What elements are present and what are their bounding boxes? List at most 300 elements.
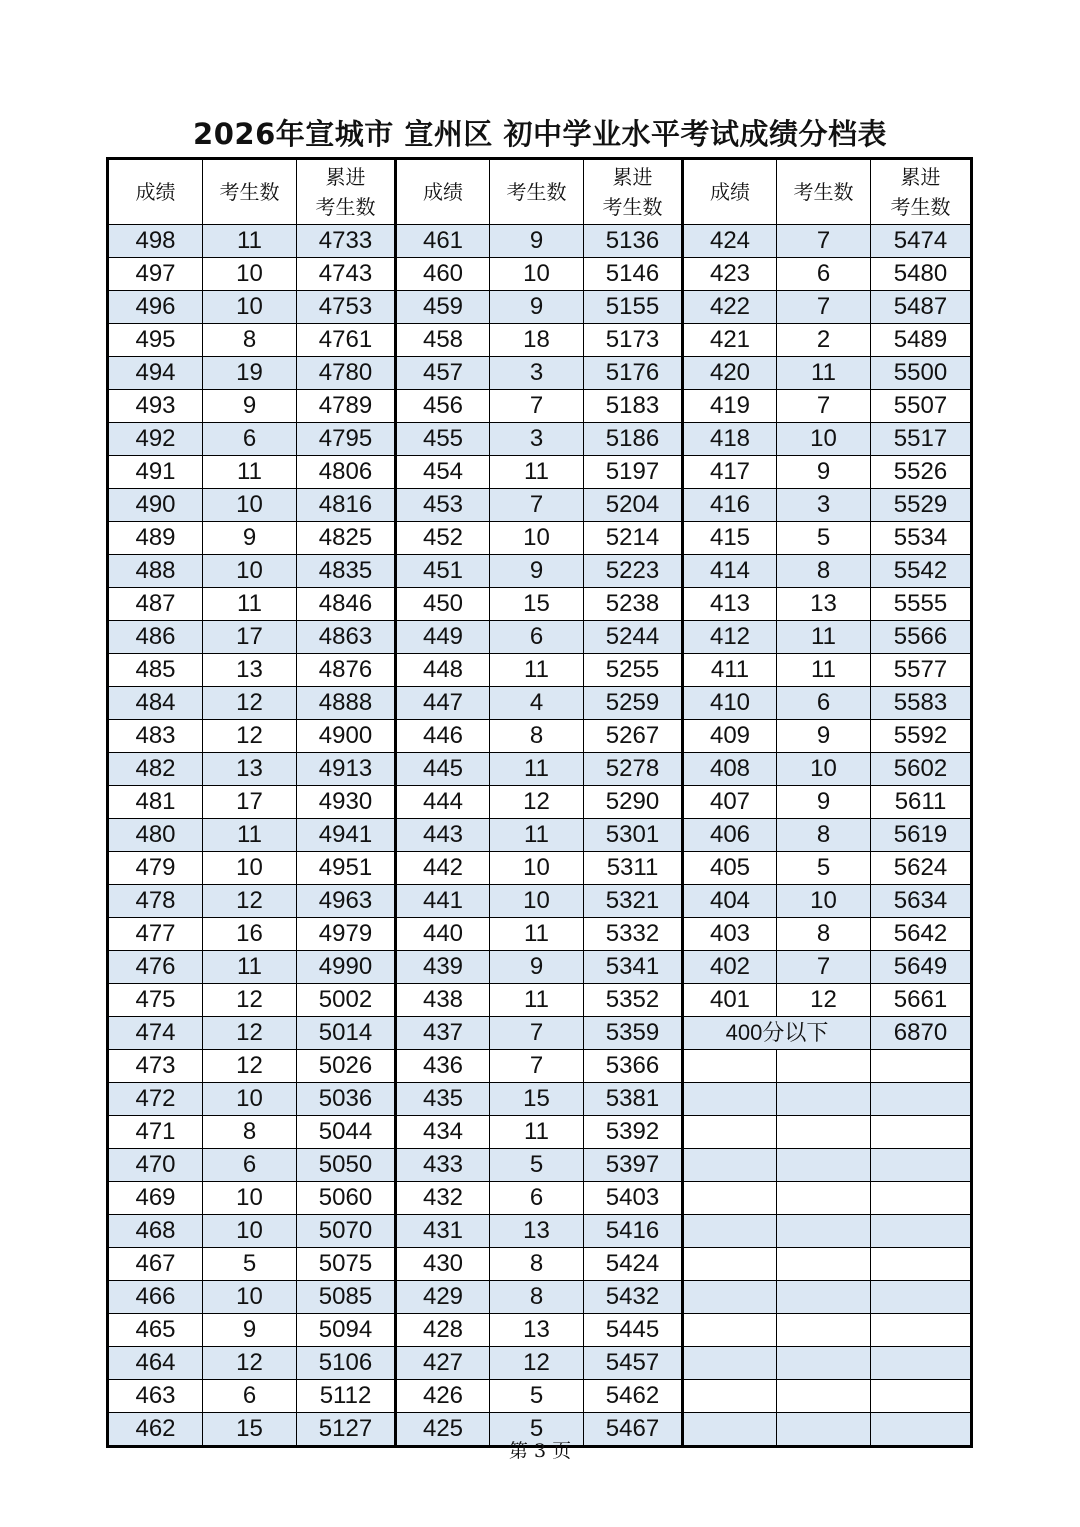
cell-cum: 4835	[297, 555, 396, 588]
cell-cum: 4733	[297, 225, 396, 258]
cell-cum: 5602	[871, 753, 972, 786]
cell-cum: 4743	[297, 258, 396, 291]
cell-count: 9	[203, 390, 297, 423]
cell-score: 480	[108, 819, 203, 852]
cell-score: 488	[108, 555, 203, 588]
cell-cum: 5127	[297, 1413, 396, 1447]
cell-cum: 5002	[297, 984, 396, 1017]
cell-cum: 5457	[584, 1347, 683, 1380]
cell-count: 12	[203, 1347, 297, 1380]
cell-score: 441	[396, 885, 490, 918]
table-row	[108, 1116, 972, 1149]
cell-count: 13	[203, 753, 297, 786]
cell-score: 404	[683, 885, 777, 918]
cell-score: 444	[396, 786, 490, 819]
cell-count: 6	[490, 1182, 584, 1215]
cell-cum: 4780	[297, 357, 396, 390]
cell-count: 10	[203, 258, 297, 291]
header-score: 成绩	[108, 159, 203, 225]
cell-score: 471	[108, 1116, 203, 1149]
cell-score: 416	[683, 489, 777, 522]
table-row	[108, 291, 972, 324]
table-row	[108, 984, 972, 1017]
cell-count: 10	[777, 423, 871, 456]
cell-count: 12	[777, 984, 871, 1017]
cell-score: 476	[108, 951, 203, 984]
cell-cum: 5183	[584, 390, 683, 423]
empty-cell	[871, 1248, 972, 1281]
cell-cum: 4913	[297, 753, 396, 786]
cell-count: 9	[490, 555, 584, 588]
cell-cum: 5075	[297, 1248, 396, 1281]
cell-count: 10	[490, 258, 584, 291]
empty-cell	[871, 1215, 972, 1248]
cell-score: 433	[396, 1149, 490, 1182]
cell-count: 11	[490, 918, 584, 951]
cell-count: 6	[203, 1149, 297, 1182]
cell-score: 486	[108, 621, 203, 654]
table-row	[108, 753, 972, 786]
cell-score: 495	[108, 324, 203, 357]
cell-cum: 5060	[297, 1182, 396, 1215]
cell-score: 483	[108, 720, 203, 753]
cell-score: 428	[396, 1314, 490, 1347]
cell-score: 469	[108, 1182, 203, 1215]
cell-count: 12	[203, 1050, 297, 1083]
empty-cell	[777, 1050, 871, 1083]
cell-score: 437	[396, 1017, 490, 1050]
cell-count: 9	[490, 951, 584, 984]
cell-score: 464	[108, 1347, 203, 1380]
cell-score: 452	[396, 522, 490, 555]
cell-score: 426	[396, 1380, 490, 1413]
cell-cum: 5044	[297, 1116, 396, 1149]
cell-cum: 5619	[871, 819, 972, 852]
table-row	[108, 951, 972, 984]
cell-cum: 5500	[871, 357, 972, 390]
cell-score: 447	[396, 687, 490, 720]
cell-cum: 4753	[297, 291, 396, 324]
cell-count: 11	[490, 753, 584, 786]
cell-cum: 5577	[871, 654, 972, 687]
empty-cell	[871, 1182, 972, 1215]
cell-score: 413	[683, 588, 777, 621]
cell-count: 11	[203, 819, 297, 852]
table-row	[108, 1017, 972, 1050]
cell-count: 5	[777, 522, 871, 555]
cell-cum: 5146	[584, 258, 683, 291]
cell-score: 442	[396, 852, 490, 885]
table-row	[108, 456, 972, 489]
cell-cum: 5424	[584, 1248, 683, 1281]
cell-cum: 5112	[297, 1380, 396, 1413]
cell-score: 432	[396, 1182, 490, 1215]
cell-cum: 5026	[297, 1050, 396, 1083]
header-cumulative: 累进 考生数	[871, 159, 972, 225]
cell-count: 10	[203, 1215, 297, 1248]
cell-count: 17	[203, 621, 297, 654]
cell-count: 7	[777, 225, 871, 258]
cell-count: 18	[490, 324, 584, 357]
below-400-label: 400分以下	[683, 1017, 871, 1050]
cell-score: 403	[683, 918, 777, 951]
cell-score: 461	[396, 225, 490, 258]
cell-cum: 5649	[871, 951, 972, 984]
cell-cum: 5259	[584, 687, 683, 720]
empty-cell	[683, 1380, 777, 1413]
cell-score: 467	[108, 1248, 203, 1281]
cell-cum: 5176	[584, 357, 683, 390]
cell-count: 8	[203, 1116, 297, 1149]
cell-cum: 5445	[584, 1314, 683, 1347]
cell-count: 5	[203, 1248, 297, 1281]
cell-count: 10	[203, 1182, 297, 1215]
cell-cum: 5341	[584, 951, 683, 984]
cell-score: 418	[683, 423, 777, 456]
cell-count: 7	[490, 1050, 584, 1083]
cell-count: 10	[203, 489, 297, 522]
cell-count: 10	[777, 753, 871, 786]
cell-cum: 5244	[584, 621, 683, 654]
empty-cell	[683, 1281, 777, 1314]
empty-cell	[777, 1083, 871, 1116]
cell-score: 459	[396, 291, 490, 324]
table-row	[108, 357, 972, 390]
cell-score: 406	[683, 819, 777, 852]
empty-cell	[871, 1149, 972, 1182]
empty-cell	[683, 1182, 777, 1215]
cell-cum: 5173	[584, 324, 683, 357]
cell-score: 498	[108, 225, 203, 258]
cell-cum: 5311	[584, 852, 683, 885]
cell-cum: 5155	[584, 291, 683, 324]
cell-cum: 5462	[584, 1380, 683, 1413]
cell-count: 10	[203, 1083, 297, 1116]
header-cumulative: 累进 考生数	[584, 159, 683, 225]
cell-cum: 5278	[584, 753, 683, 786]
header-score: 成绩	[396, 159, 490, 225]
cell-cum: 5534	[871, 522, 972, 555]
table-row	[108, 1314, 972, 1347]
cell-cum: 5592	[871, 720, 972, 753]
cell-cum: 5301	[584, 819, 683, 852]
cell-count: 11	[203, 588, 297, 621]
table-row	[108, 1050, 972, 1083]
cell-score: 487	[108, 588, 203, 621]
cell-count: 9	[203, 522, 297, 555]
cell-cum: 5489	[871, 324, 972, 357]
cell-count: 13	[490, 1215, 584, 1248]
cell-count: 7	[777, 291, 871, 324]
cell-score: 493	[108, 390, 203, 423]
cell-count: 6	[490, 621, 584, 654]
cell-cum: 4795	[297, 423, 396, 456]
empty-cell	[683, 1314, 777, 1347]
cell-count: 15	[490, 1083, 584, 1116]
cell-cum: 4963	[297, 885, 396, 918]
table-row	[108, 1347, 972, 1380]
cell-cum: 5529	[871, 489, 972, 522]
cell-score: 458	[396, 324, 490, 357]
cell-cum: 4876	[297, 654, 396, 687]
cell-count: 8	[490, 1248, 584, 1281]
cell-cum: 5642	[871, 918, 972, 951]
cell-count: 6	[777, 258, 871, 291]
cell-count: 10	[777, 885, 871, 918]
cell-count: 11	[490, 1116, 584, 1149]
cell-score: 457	[396, 357, 490, 390]
empty-cell	[871, 1116, 972, 1149]
cell-count: 10	[203, 852, 297, 885]
cell-count: 15	[203, 1413, 297, 1447]
cell-score: 424	[683, 225, 777, 258]
cell-cum: 5255	[584, 654, 683, 687]
table-row	[108, 588, 972, 621]
cell-count: 16	[203, 918, 297, 951]
cell-score: 409	[683, 720, 777, 753]
cell-count: 19	[203, 357, 297, 390]
empty-cell	[871, 1281, 972, 1314]
cell-cum: 5661	[871, 984, 972, 1017]
cell-cum: 4941	[297, 819, 396, 852]
cell-cum: 5542	[871, 555, 972, 588]
cell-score: 445	[396, 753, 490, 786]
table-row	[108, 324, 972, 357]
empty-cell	[777, 1248, 871, 1281]
table-row	[108, 1215, 972, 1248]
cell-score: 496	[108, 291, 203, 324]
cell-score: 477	[108, 918, 203, 951]
cell-cum: 5526	[871, 456, 972, 489]
cell-score: 401	[683, 984, 777, 1017]
cell-count: 3	[490, 357, 584, 390]
cell-cum: 5392	[584, 1116, 683, 1149]
cell-cum: 5474	[871, 225, 972, 258]
cell-count: 10	[203, 291, 297, 324]
empty-cell	[683, 1215, 777, 1248]
cell-count: 4	[490, 687, 584, 720]
cell-score: 423	[683, 258, 777, 291]
cell-count: 9	[777, 456, 871, 489]
table-row	[108, 1149, 972, 1182]
cell-score: 473	[108, 1050, 203, 1083]
cell-cum: 5624	[871, 852, 972, 885]
cell-cum: 5432	[584, 1281, 683, 1314]
cell-cum: 5583	[871, 687, 972, 720]
cell-score: 408	[683, 753, 777, 786]
cell-score: 412	[683, 621, 777, 654]
header-count: 考生数	[490, 159, 584, 225]
empty-cell	[683, 1149, 777, 1182]
cell-count: 11	[777, 357, 871, 390]
cell-count: 9	[777, 786, 871, 819]
cell-count: 8	[777, 555, 871, 588]
cell-count: 8	[203, 324, 297, 357]
cell-count: 9	[777, 720, 871, 753]
cell-cum: 4863	[297, 621, 396, 654]
cell-cum: 5321	[584, 885, 683, 918]
cell-cum: 5204	[584, 489, 683, 522]
table-row	[108, 885, 972, 918]
cell-count: 11	[490, 456, 584, 489]
cell-score: 420	[683, 357, 777, 390]
cell-score: 482	[108, 753, 203, 786]
cell-cum: 4979	[297, 918, 396, 951]
table-row	[108, 1248, 972, 1281]
cell-cum: 5352	[584, 984, 683, 1017]
cell-cum: 4789	[297, 390, 396, 423]
cell-score: 405	[683, 852, 777, 885]
cell-cum: 4930	[297, 786, 396, 819]
cell-score: 456	[396, 390, 490, 423]
cell-cum: 5238	[584, 588, 683, 621]
cell-count: 9	[203, 1314, 297, 1347]
cell-score: 422	[683, 291, 777, 324]
cell-score: 440	[396, 918, 490, 951]
cell-cum: 4761	[297, 324, 396, 357]
cell-cum: 5267	[584, 720, 683, 753]
cell-score: 490	[108, 489, 203, 522]
empty-cell	[683, 1248, 777, 1281]
page-number: 第 3 页	[508, 1440, 572, 1462]
cell-score: 463	[108, 1380, 203, 1413]
empty-cell	[777, 1314, 871, 1347]
table-row	[108, 852, 972, 885]
cell-score: 465	[108, 1314, 203, 1347]
cell-cum: 5555	[871, 588, 972, 621]
cell-count: 11	[490, 984, 584, 1017]
empty-cell	[683, 1116, 777, 1149]
empty-cell	[777, 1149, 871, 1182]
cell-count: 10	[490, 522, 584, 555]
cell-count: 15	[490, 588, 584, 621]
empty-cell	[871, 1050, 972, 1083]
cell-cum: 5366	[584, 1050, 683, 1083]
cell-count: 3	[490, 423, 584, 456]
cell-count: 13	[203, 654, 297, 687]
table-row	[108, 390, 972, 423]
cell-score: 466	[108, 1281, 203, 1314]
cell-score: 449	[396, 621, 490, 654]
cell-count: 5	[777, 852, 871, 885]
empty-cell	[871, 1083, 972, 1116]
cell-cum: 5094	[297, 1314, 396, 1347]
empty-cell	[777, 1281, 871, 1314]
cell-count: 11	[203, 951, 297, 984]
cell-cum: 4990	[297, 951, 396, 984]
cell-score: 421	[683, 324, 777, 357]
cell-score: 474	[108, 1017, 203, 1050]
cell-score: 453	[396, 489, 490, 522]
cell-score: 455	[396, 423, 490, 456]
cell-count: 10	[203, 555, 297, 588]
cell-cum: 5050	[297, 1149, 396, 1182]
table-row	[108, 786, 972, 819]
cell-count: 12	[203, 720, 297, 753]
cell-cum: 5467	[584, 1413, 683, 1447]
cell-cum: 4816	[297, 489, 396, 522]
cell-cum: 5517	[871, 423, 972, 456]
cell-score: 419	[683, 390, 777, 423]
cell-score: 472	[108, 1083, 203, 1116]
table-row	[108, 687, 972, 720]
cell-score: 434	[396, 1116, 490, 1149]
table-row	[108, 489, 972, 522]
cell-score: 438	[396, 984, 490, 1017]
cell-score: 436	[396, 1050, 490, 1083]
cell-score: 435	[396, 1083, 490, 1116]
cell-count: 13	[777, 588, 871, 621]
empty-cell	[777, 1116, 871, 1149]
cell-score: 439	[396, 951, 490, 984]
cell-cum: 5070	[297, 1215, 396, 1248]
cell-count: 11	[490, 819, 584, 852]
cell-score: 430	[396, 1248, 490, 1281]
empty-cell	[683, 1083, 777, 1116]
table-row	[108, 819, 972, 852]
cell-count: 5	[490, 1380, 584, 1413]
cell-count: 11	[490, 654, 584, 687]
cell-score: 410	[683, 687, 777, 720]
cell-score: 497	[108, 258, 203, 291]
cell-cum: 5397	[584, 1149, 683, 1182]
cell-score: 475	[108, 984, 203, 1017]
cell-score: 491	[108, 456, 203, 489]
cell-cum: 4846	[297, 588, 396, 621]
cell-count: 7	[490, 1017, 584, 1050]
cell-score: 468	[108, 1215, 203, 1248]
cell-score: 492	[108, 423, 203, 456]
cell-count: 7	[490, 390, 584, 423]
cell-score: 462	[108, 1413, 203, 1447]
cell-count: 10	[490, 852, 584, 885]
cell-count: 8	[777, 918, 871, 951]
cell-count: 17	[203, 786, 297, 819]
cell-cum: 5416	[584, 1215, 683, 1248]
below-400-cumulative: 6870	[871, 1017, 972, 1050]
cell-score: 485	[108, 654, 203, 687]
table-row	[108, 1380, 972, 1413]
cell-score: 417	[683, 456, 777, 489]
table-row	[108, 258, 972, 291]
table-row	[108, 621, 972, 654]
cell-count: 8	[777, 819, 871, 852]
empty-cell	[683, 1347, 777, 1380]
cell-score: 448	[396, 654, 490, 687]
cell-cum: 5566	[871, 621, 972, 654]
cell-count: 3	[777, 489, 871, 522]
table-row	[108, 522, 972, 555]
empty-cell	[777, 1182, 871, 1215]
header-count: 考生数	[203, 159, 297, 225]
cell-score: 479	[108, 852, 203, 885]
cell-count: 12	[490, 1347, 584, 1380]
cell-cum: 4825	[297, 522, 396, 555]
header-score: 成绩	[683, 159, 777, 225]
cell-cum: 4888	[297, 687, 396, 720]
cell-score: 470	[108, 1149, 203, 1182]
cell-count: 6	[203, 1380, 297, 1413]
table-row	[108, 918, 972, 951]
cell-count: 13	[490, 1314, 584, 1347]
cell-count: 12	[203, 984, 297, 1017]
cell-cum: 5290	[584, 786, 683, 819]
cell-cum: 5359	[584, 1017, 683, 1050]
cell-count: 5	[490, 1413, 584, 1447]
cell-count: 2	[777, 324, 871, 357]
cell-score: 415	[683, 522, 777, 555]
cell-score: 478	[108, 885, 203, 918]
